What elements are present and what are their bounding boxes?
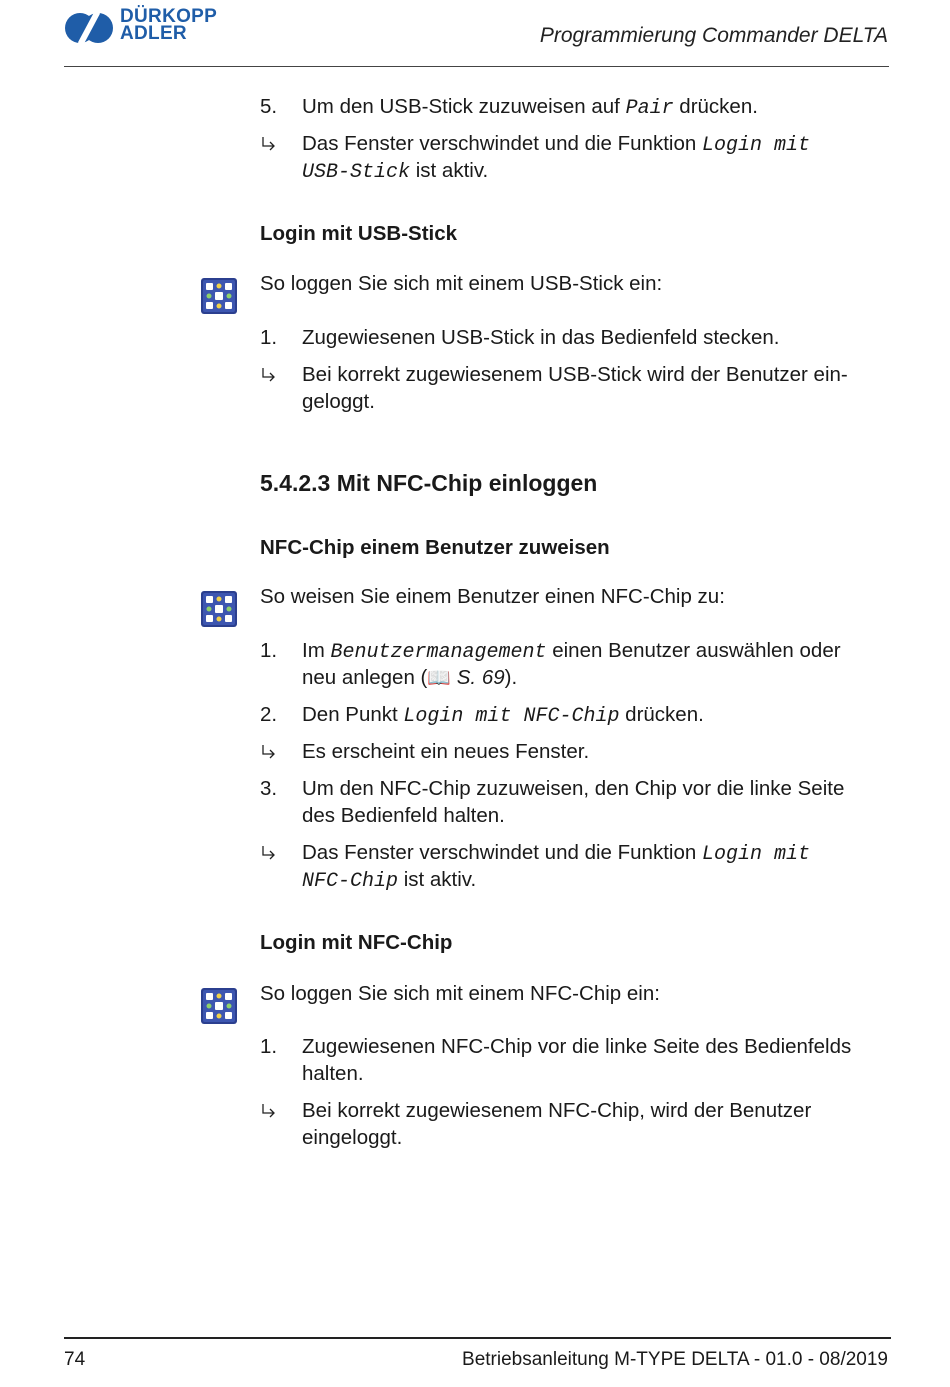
subheading-login-nfc: Login mit NFC-Chip: [260, 931, 453, 954]
page-reference-link[interactable]: S. 69: [451, 666, 505, 689]
logo-line-1: DÜRKOPP: [120, 6, 218, 27]
subheading-assign-nfc: NFC-Chip einem Benutzer zuweisen: [260, 536, 610, 559]
intro-text: So loggen Sie sich mit einem USB-Stick ein:: [260, 272, 663, 295]
step-text: Zugewiesenen NFC-Chip vor die linke Seite des Bedienfelds: [302, 1035, 852, 1058]
result-arrow-icon: [260, 367, 278, 385]
control-panel-icon: [201, 988, 237, 1024]
header-divider: [64, 66, 889, 67]
step-text: Zugewiesenen USB-Stick in das Bedienfeld stecken.: [302, 326, 780, 349]
control-panel-icon: [201, 278, 237, 314]
step-number: 1.: [260, 639, 278, 662]
step-1-text-line2: [302, 664, 517, 692]
result-text-part: Das Fenster verschwindet und die Funktion: [302, 132, 702, 155]
code-text: Login mit NFC-Chip: [403, 705, 620, 728]
page-number: 74: [64, 1349, 86, 1370]
step-text: Den Punkt: [302, 703, 404, 726]
code-text: Login mit: [701, 134, 810, 157]
step-text: Um den USB-Stick zuzuweisen auf: [302, 95, 626, 118]
intro-text: So loggen Sie sich mit einem NFC-Chip ein:: [260, 982, 660, 1005]
result-text: [302, 839, 810, 868]
footer-divider: [64, 1337, 891, 1339]
result-text-part: Das Fenster verschwindet und die Funktion: [302, 841, 702, 864]
book-icon: 📖: [427, 668, 452, 689]
step-number: 1.: [260, 1035, 278, 1058]
result-text: Es erscheint ein neues Fenster.: [302, 740, 590, 763]
code-text: USB-Stick: [302, 161, 411, 184]
code-text: Pair: [625, 97, 674, 120]
header-title: Programmierung Commander DELTA: [539, 24, 888, 47]
footer-doc-info: Betriebsanleitung M-TYPE DELTA - 01.0 - 08/2019: [462, 1349, 888, 1370]
result-text-line2: eingeloggt.: [302, 1126, 403, 1149]
step-text: neu anlegen (: [302, 666, 428, 689]
code-text: Benutzermanagement: [330, 641, 547, 664]
result-text-part: ist aktiv.: [398, 868, 477, 891]
step-text: drücken.: [619, 703, 704, 726]
result-text: [302, 130, 810, 159]
code-text: NFC-Chip: [302, 870, 399, 893]
logo-mark-icon: [64, 8, 114, 48]
step-number: 5.: [260, 95, 278, 118]
logo-text: [120, 8, 217, 42]
result-arrow-icon: [260, 845, 278, 863]
step-5-text: [302, 93, 758, 122]
intro-text: So weisen Sie einem Benutzer einen NFC-Chip zu:: [260, 585, 725, 608]
code-text: Login mit: [701, 843, 810, 866]
step-number: 1.: [260, 326, 278, 349]
step-text: drücken.: [673, 95, 758, 118]
subheading-login-usb: Login mit USB-Stick: [260, 222, 458, 245]
result-text: Bei korrekt zugewiesenem NFC-Chip, wird der Benutzer: [302, 1099, 812, 1122]
step-number: 2.: [260, 703, 278, 726]
control-panel-icon: [201, 591, 237, 627]
section-number: 5.4.2.3: [260, 470, 331, 496]
section-heading: [260, 468, 597, 498]
result-arrow-icon: [260, 136, 278, 154]
result-text-line2: [302, 866, 476, 895]
step-2-text: [302, 701, 704, 730]
step-1-text: [302, 637, 841, 666]
company-logo: [64, 8, 244, 50]
result-text-part: ist aktiv.: [410, 159, 489, 182]
section-title: Mit NFC-Chip einloggen: [336, 470, 598, 496]
result-arrow-icon: [260, 744, 278, 762]
result-text-line2: [302, 157, 488, 186]
step-number: 3.: [260, 777, 278, 800]
step-text: Um den NFC-Chip zuzuweisen, den Chip vor die linke Seite: [302, 777, 845, 800]
result-text-line2: geloggt.: [302, 390, 375, 413]
step-text-line2: des Bedienfeld halten.: [302, 804, 505, 827]
step-text: ).: [504, 666, 518, 689]
step-text: einen Benutzer auswählen oder: [546, 639, 841, 662]
result-text: Bei korrekt zugewiesenem USB-Stick wird der Benutzer ein-: [302, 363, 848, 386]
step-text-line2: halten.: [302, 1062, 364, 1085]
logo-line-2: ADLER: [120, 23, 187, 44]
step-text: Im: [302, 639, 331, 662]
result-arrow-icon: [260, 1103, 278, 1121]
